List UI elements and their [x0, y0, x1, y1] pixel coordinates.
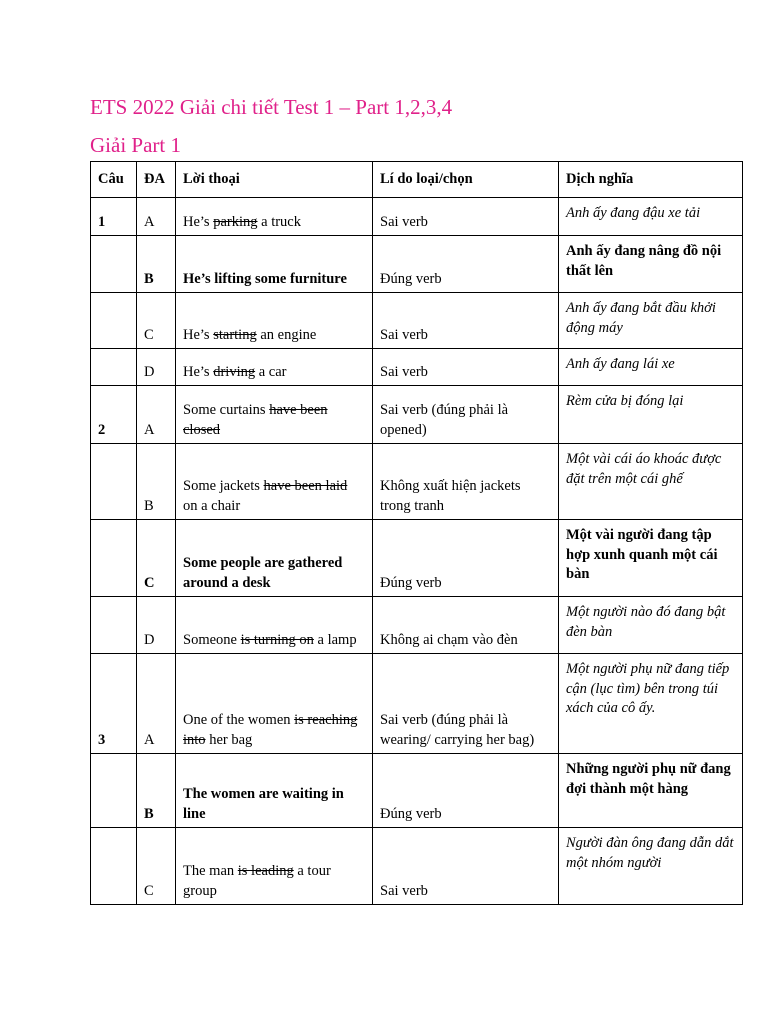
cell-da: C	[137, 520, 176, 597]
cell-cau	[91, 236, 137, 293]
cell-da: B	[137, 444, 176, 520]
table-row	[91, 386, 743, 444]
loi-thoai-text-after: a truck	[257, 213, 301, 230]
cell-da: A	[137, 386, 176, 444]
cell-cau	[91, 520, 137, 597]
cell-cau: 1	[91, 198, 137, 236]
cell-dich-nghia: Một vài cái áo khoác được đặt trên một cái ghế	[559, 444, 743, 520]
cell-dich-nghia: Một vài người đang tập hợp xunh quanh một cái bàn	[559, 520, 743, 597]
cell-da: C	[137, 293, 176, 349]
cell-cau	[91, 828, 137, 905]
loi-thoai-text-after: a car	[255, 363, 287, 380]
loi-thoai-text: Some people are gathered around a desk	[183, 555, 343, 591]
cell-da: C	[137, 828, 176, 905]
loi-thoai-text-after: a tour group	[183, 863, 331, 899]
cell-dich-nghia: Rèm cửa bị đóng lại	[559, 386, 743, 444]
cell-li-do: Đúng verb	[373, 236, 559, 293]
cell-loi-thoai	[176, 597, 373, 654]
struck-verb: is turning on	[240, 631, 314, 648]
cell-dich-nghia: Một người phụ nữ đang tiếp cận (lục tìm) bên trong túi xách của cô ấy.	[559, 654, 743, 754]
struck-verb: is leading	[237, 863, 294, 879]
loi-thoai-text: The women are waiting in line	[183, 786, 344, 822]
cell-da: A	[137, 654, 176, 754]
struck-verb: is reaching into	[183, 712, 358, 748]
cell-da: A	[137, 198, 176, 236]
cell-da: B	[137, 754, 176, 828]
loi-thoai-text: He’s	[183, 326, 214, 343]
cell-cau: 3	[91, 654, 137, 754]
cell-li-do: Sai verb	[373, 349, 559, 386]
cell-li-do: Không ai chạm vào đèn	[373, 597, 559, 654]
header-dich-nghia: Dịch nghĩa	[559, 162, 743, 198]
table-row	[91, 236, 743, 293]
cell-dich-nghia: Người đàn ông đang dẫn dắt một nhóm người	[559, 828, 743, 905]
loi-thoai-text: Some curtains	[183, 402, 270, 418]
cell-li-do: Sai verb (đúng phải là opened)	[373, 386, 559, 444]
cell-li-do: Sai verb	[373, 198, 559, 236]
table-row	[91, 828, 743, 905]
section-title: Giải Part 1	[90, 133, 181, 157]
table-body	[91, 198, 743, 905]
cell-li-do: Sai verb (đúng phải là wearing/ carrying her bag)	[373, 654, 559, 754]
table-row	[91, 349, 743, 386]
loi-thoai-text: Someone	[183, 631, 241, 648]
loi-thoai-text: He’s	[183, 363, 214, 380]
table-row	[91, 444, 743, 520]
cell-loi-thoai	[176, 386, 373, 444]
cell-dich-nghia: Một người nào đó đang bật đèn bàn	[559, 597, 743, 654]
cell-da: D	[137, 597, 176, 654]
loi-thoai-text-after: a lamp	[313, 631, 357, 648]
cell-li-do: Sai verb	[373, 293, 559, 349]
cell-li-do: Đúng verb	[373, 754, 559, 828]
table-row	[91, 520, 743, 597]
cell-loi-thoai	[176, 654, 373, 754]
cell-dich-nghia: Anh ấy đang lái xe	[559, 349, 743, 386]
table-row	[91, 754, 743, 828]
cell-cau	[91, 349, 137, 386]
table-row	[91, 597, 743, 654]
loi-thoai-text-after: her bag	[205, 731, 253, 748]
table-row	[91, 654, 743, 754]
struck-verb: starting	[213, 326, 257, 343]
cell-li-do: Đúng verb	[373, 520, 559, 597]
table-header-row	[91, 162, 743, 198]
cell-loi-thoai	[176, 828, 373, 905]
struck-verb: parking	[213, 213, 258, 230]
table-row	[91, 198, 743, 236]
struck-verb: driving	[213, 363, 256, 380]
cell-da: D	[137, 349, 176, 386]
loi-thoai-text: The man	[183, 863, 238, 879]
loi-thoai-text: He’s	[183, 213, 214, 230]
header-cau: Câu	[91, 162, 137, 198]
cell-loi-thoai	[176, 349, 373, 386]
cell-cau	[91, 444, 137, 520]
answer-table	[90, 161, 743, 905]
loi-thoai-text: Some jackets	[183, 478, 264, 494]
cell-cau	[91, 293, 137, 349]
table-row	[91, 293, 743, 349]
cell-dich-nghia: Anh ấy đang bắt đầu khởi động máy	[559, 293, 743, 349]
cell-cau	[91, 754, 137, 828]
cell-dich-nghia: Những người phụ nữ đang đợi thành một hàng	[559, 754, 743, 828]
header-li-do: Lí do loại/chọn	[373, 162, 559, 198]
cell-dich-nghia: Anh ấy đang đậu xe tải	[559, 198, 743, 236]
cell-li-do: Không xuất hiện jackets trong tranh	[373, 444, 559, 520]
loi-thoai-text-after: an engine	[256, 326, 317, 343]
struck-verb: have been laid	[263, 478, 348, 494]
cell-loi-thoai	[176, 198, 373, 236]
loi-thoai-text-after: on a chair	[183, 497, 241, 514]
cell-li-do: Sai verb	[373, 828, 559, 905]
cell-dich-nghia: Anh ấy đang nâng đồ nội thất lên	[559, 236, 743, 293]
document-title: ETS 2022 Giải chi tiết Test 1 – Part 1,2,3,4	[90, 95, 453, 119]
loi-thoai-text: He’s lifting some furniture	[183, 270, 347, 287]
cell-loi-thoai	[176, 754, 373, 828]
cell-loi-thoai	[176, 236, 373, 293]
cell-loi-thoai	[176, 293, 373, 349]
cell-loi-thoai	[176, 520, 373, 597]
loi-thoai-text: One of the women	[183, 712, 295, 728]
cell-cau: 2	[91, 386, 137, 444]
cell-da: B	[137, 236, 176, 293]
struck-verb: have been closed	[183, 402, 328, 438]
header-loi-thoai: Lời thoại	[176, 162, 373, 198]
cell-loi-thoai	[176, 444, 373, 520]
header-da: ĐA	[137, 162, 176, 198]
cell-cau	[91, 597, 137, 654]
